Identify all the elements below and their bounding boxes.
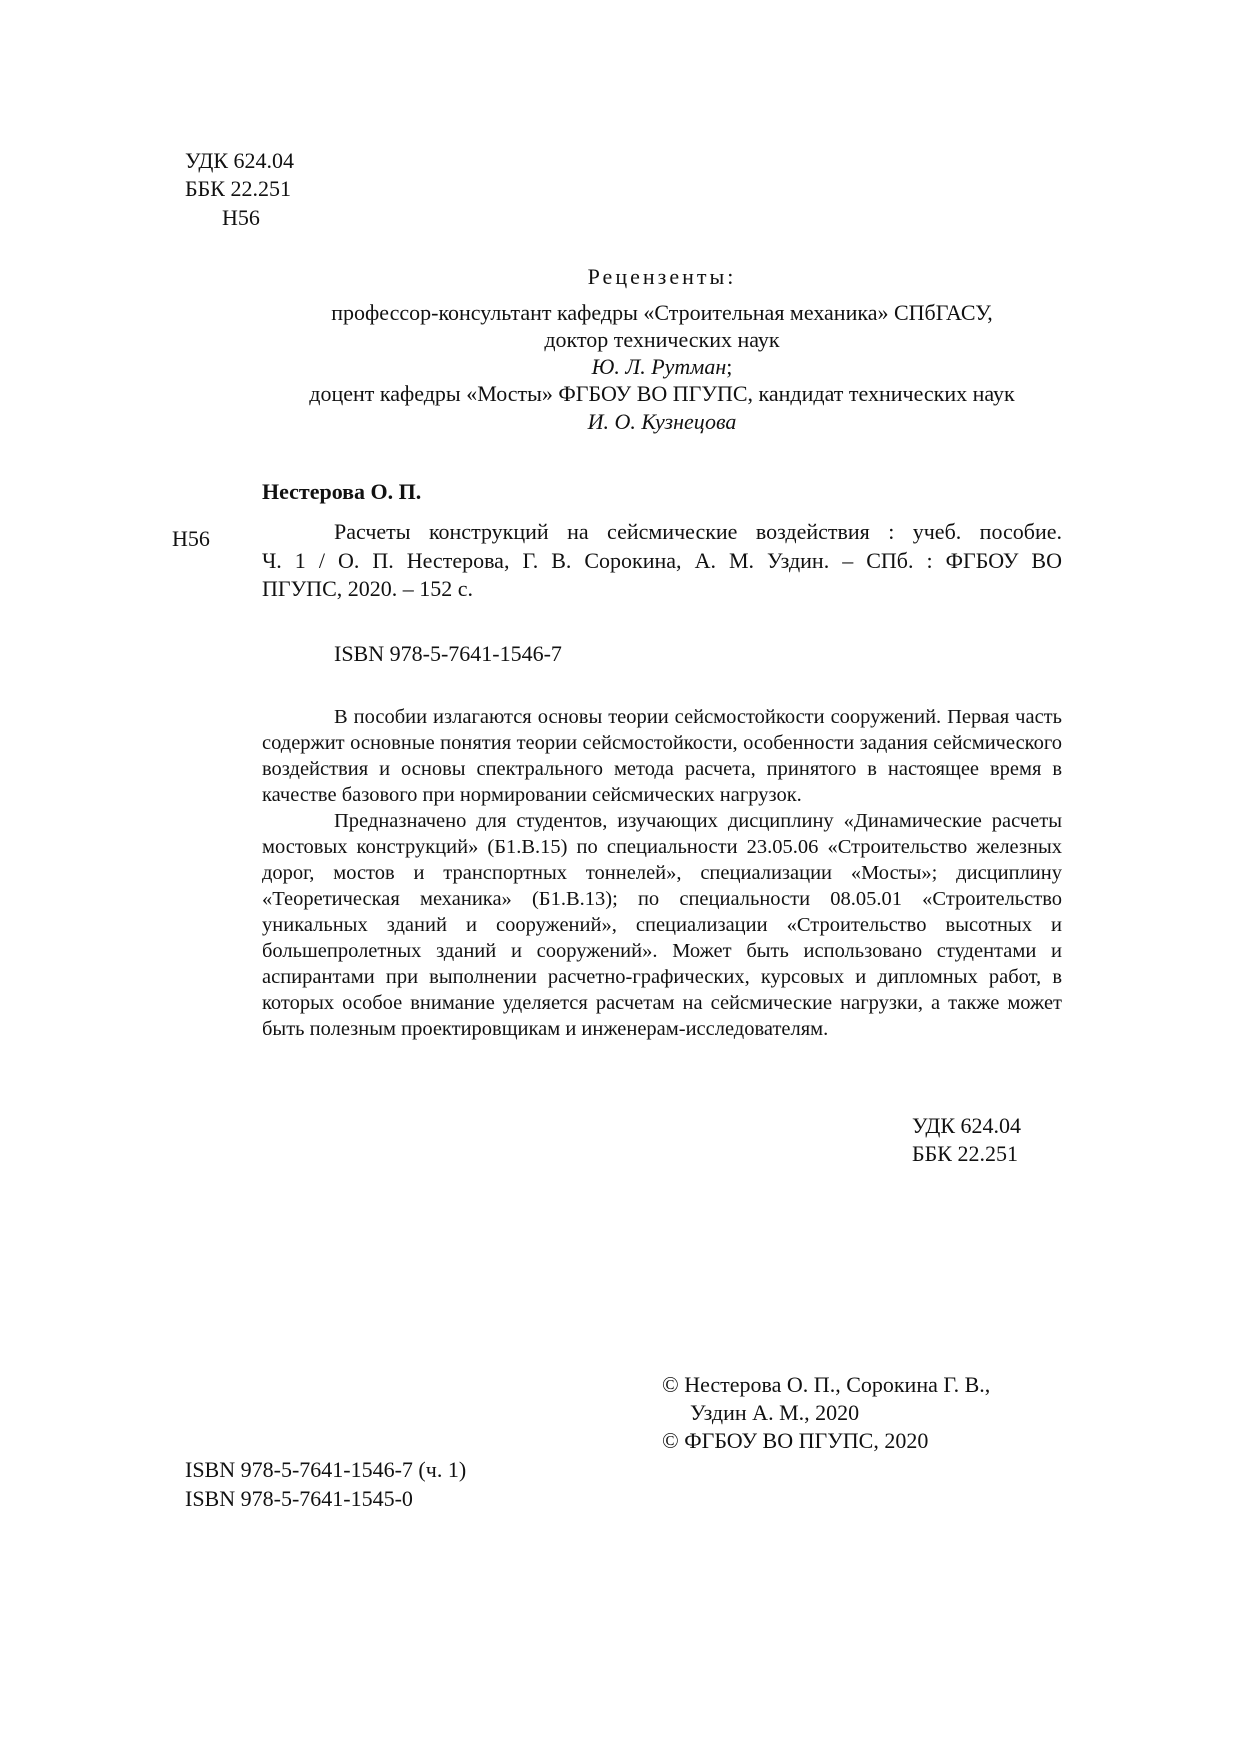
isbn-footer-line1: ISBN 978-5-7641-1546-7 (ч. 1) xyxy=(185,1457,467,1482)
isbn-footer-line2: ISBN 978-5-7641-1545-0 xyxy=(185,1486,413,1511)
bibliographic-isbn: ISBN 978-5-7641-1546-7 xyxy=(334,641,562,666)
bibliographic-author-mark: Н56 xyxy=(172,526,210,551)
reviewers-heading: Рецензенты: xyxy=(587,264,737,289)
udk-code: УДК 624.04 xyxy=(185,148,295,173)
reviewer1-name: Ю. Л. Рутман xyxy=(591,354,727,379)
bibliographic-author: Нестерова О. П. xyxy=(262,479,422,504)
abstract xyxy=(262,704,1062,1042)
copyright-line3: © ФГБОУ ВО ПГУПС, 2020 xyxy=(662,1428,929,1453)
copyright-line1: © Нестерова О. П., Сорокина Г. В., xyxy=(662,1372,991,1397)
bbk-code-right: ББК 22.251 xyxy=(912,1141,1018,1166)
reviewer2-name: И. О. Кузнецова xyxy=(587,409,737,434)
udk-code-right: УДК 624.04 xyxy=(912,1113,1022,1138)
reviewer1-name-row xyxy=(262,353,1062,380)
copyright-line2: Уздин А. М., 2020 xyxy=(690,1400,860,1425)
bibliographic-description-line3: ПГУПС, 2020. – 152 с. xyxy=(262,576,474,601)
reviewer1-position-line2: доктор технических наук xyxy=(544,327,780,352)
bibliographic-description-line1: Расчеты конструкций на сейсмические воздействия : учеб. пособие. xyxy=(334,519,1062,544)
reviewer1-name-suffix: ; xyxy=(726,354,733,379)
author-mark: Н56 xyxy=(222,205,260,230)
reviewer2-position: доцент кафедры «Мосты» ФГБОУ ВО ПГУПС, кандидат технических наук xyxy=(309,381,1015,406)
abstract-paragraph-1: В пособии излагаются основы теории сейсмостойкости сооружений. Первая часть содержит основные понятия теории сейсмостойкости, особенности задания сейсмического воздействия и основы спектрального метода расчета, принятого в настоящее время в качестве базового при нормировании сейсмических нагрузок. xyxy=(262,706,1062,806)
bbk-code: ББК 22.251 xyxy=(185,176,291,201)
bibliographic-description-line2: Ч. 1 / О. П. Нестерова, Г. В. Сорокина, А. М. Уздин. – СПб. : ФГБОУ ВО xyxy=(262,548,1062,573)
abstract-paragraph-2: Предназначено для студентов, изучающих дисциплину «Динамические расчеты мостовых конструкций» (Б1.В.15) по специальности 23.05.06 «Строительство железных дорог, мостов и транспортных тоннелей», специализации «Мосты»; дисциплину «Теоретическая механика» (Б1.В.13); по специальности 08.05.01 «Строительство уникальных зданий и сооружений», специализации «Строительство высотных и большепролетных зданий и сооружений». Может быть использовано студентами и аспирантами при выполнении расчетно-графических, курсовых и дипломных работ, в которых особое внимание уделяется расчетам на сейсмические нагрузки, а также может быть полезным проектировщикам и инженерам-исследователям. xyxy=(262,810,1062,1040)
reviewer1-position-line1: профессор-консультант кафедры «Строительная механика» СПбГАСУ, xyxy=(331,300,993,325)
